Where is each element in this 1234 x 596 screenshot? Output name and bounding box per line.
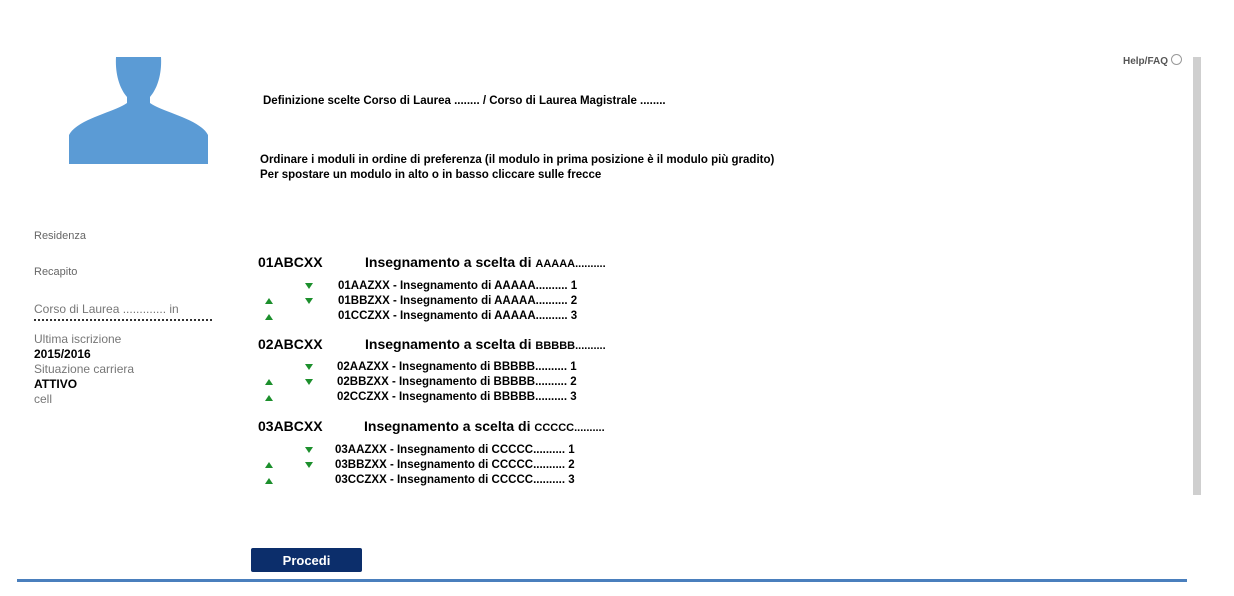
sidebar-corso: Corso di Laurea ............. in bbox=[34, 302, 179, 316]
group-title bbox=[365, 336, 606, 352]
group-title-suffix: BBBBB.......... bbox=[535, 340, 606, 352]
ultima-iscrizione-label: Ultima iscrizione bbox=[34, 332, 122, 346]
group-title-text: Insegnamento a scelta di bbox=[365, 336, 532, 352]
instruction-arrows: Per spostare un modulo in alto o in basso cliccare sulle frecce bbox=[260, 169, 602, 181]
move-down-arrow-icon[interactable] bbox=[305, 364, 313, 370]
move-down-arrow-icon[interactable] bbox=[305, 283, 313, 289]
module-item: 02BBZXX - Insegnamento di BBBBB.......... 2 bbox=[337, 376, 577, 388]
module-item: 03BBZXX - Insegnamento di CCCCC.......... 2 bbox=[335, 459, 575, 471]
bottom-divider bbox=[17, 579, 1187, 582]
module-item: 03AAZXX - Insegnamento di CCCCC.......... 1 bbox=[335, 444, 575, 456]
move-up-arrow-icon[interactable] bbox=[265, 478, 273, 484]
module-item: 01AAZXX - Insegnamento di AAAAA.......... 1 bbox=[338, 280, 578, 292]
move-up-arrow-icon[interactable] bbox=[265, 298, 273, 304]
move-up-arrow-icon[interactable] bbox=[265, 462, 273, 468]
module-item: 02CCZXX - Insegnamento di BBBBB.......... 3 bbox=[337, 391, 577, 403]
move-up-arrow-icon[interactable] bbox=[265, 314, 273, 320]
cell-label: cell bbox=[34, 392, 53, 406]
instruction-order: Ordinare i moduli in ordine di preferenza (il modulo in prima posizione è il modulo più gradito) bbox=[260, 154, 775, 166]
avatar bbox=[66, 57, 211, 164]
group-title-text: Insegnamento a scelta di bbox=[364, 418, 531, 434]
group-code: 01ABCXX bbox=[258, 254, 323, 270]
move-up-arrow-icon[interactable] bbox=[265, 379, 273, 385]
move-down-arrow-icon[interactable] bbox=[305, 447, 313, 453]
module-item: 01BBZXX - Insegnamento di AAAAA.......... 2 bbox=[338, 295, 578, 307]
group-code: 03ABCXX bbox=[258, 418, 323, 434]
module-item: 02AAZXX - Insegnamento di BBBBB.......... 1 bbox=[337, 361, 577, 373]
page-title: Definizione scelte Corso di Laurea ........ / Corso di Laurea Magistrale ........ bbox=[263, 95, 666, 107]
sidebar-divider bbox=[34, 319, 212, 321]
sidebar-recapito: Recapito bbox=[34, 266, 78, 278]
move-down-arrow-icon[interactable] bbox=[305, 379, 313, 385]
move-down-arrow-icon[interactable] bbox=[305, 298, 313, 304]
group-title-suffix: AAAAA.......... bbox=[535, 258, 606, 270]
help-faq-label: Help/FAQ bbox=[1123, 56, 1169, 67]
module-item: 03CCZXX - Insegnamento di CCCCC.......... 3 bbox=[335, 474, 575, 486]
move-down-arrow-icon[interactable] bbox=[305, 462, 313, 468]
situazione-carriera-value: ATTIVO bbox=[34, 377, 78, 391]
group-title bbox=[364, 418, 605, 434]
move-up-arrow-icon[interactable] bbox=[265, 395, 273, 401]
info-icon bbox=[1171, 54, 1182, 65]
procedi-button[interactable]: Procedi bbox=[251, 548, 362, 572]
scrollbar[interactable] bbox=[1193, 57, 1201, 495]
situazione-carriera-label: Situazione carriera bbox=[34, 362, 135, 376]
group-title-suffix: CCCCC.......... bbox=[534, 422, 605, 434]
module-item: 01CCZXX - Insegnamento di AAAAA.......... 3 bbox=[338, 310, 578, 322]
sidebar-residenza: Residenza bbox=[34, 230, 86, 242]
ultima-iscrizione-value: 2015/2016 bbox=[34, 347, 91, 361]
group-title bbox=[365, 254, 606, 270]
group-code: 02ABCXX bbox=[258, 336, 323, 352]
group-title-text: Insegnamento a scelta di bbox=[365, 254, 532, 270]
help-faq-link[interactable] bbox=[1123, 54, 1182, 67]
